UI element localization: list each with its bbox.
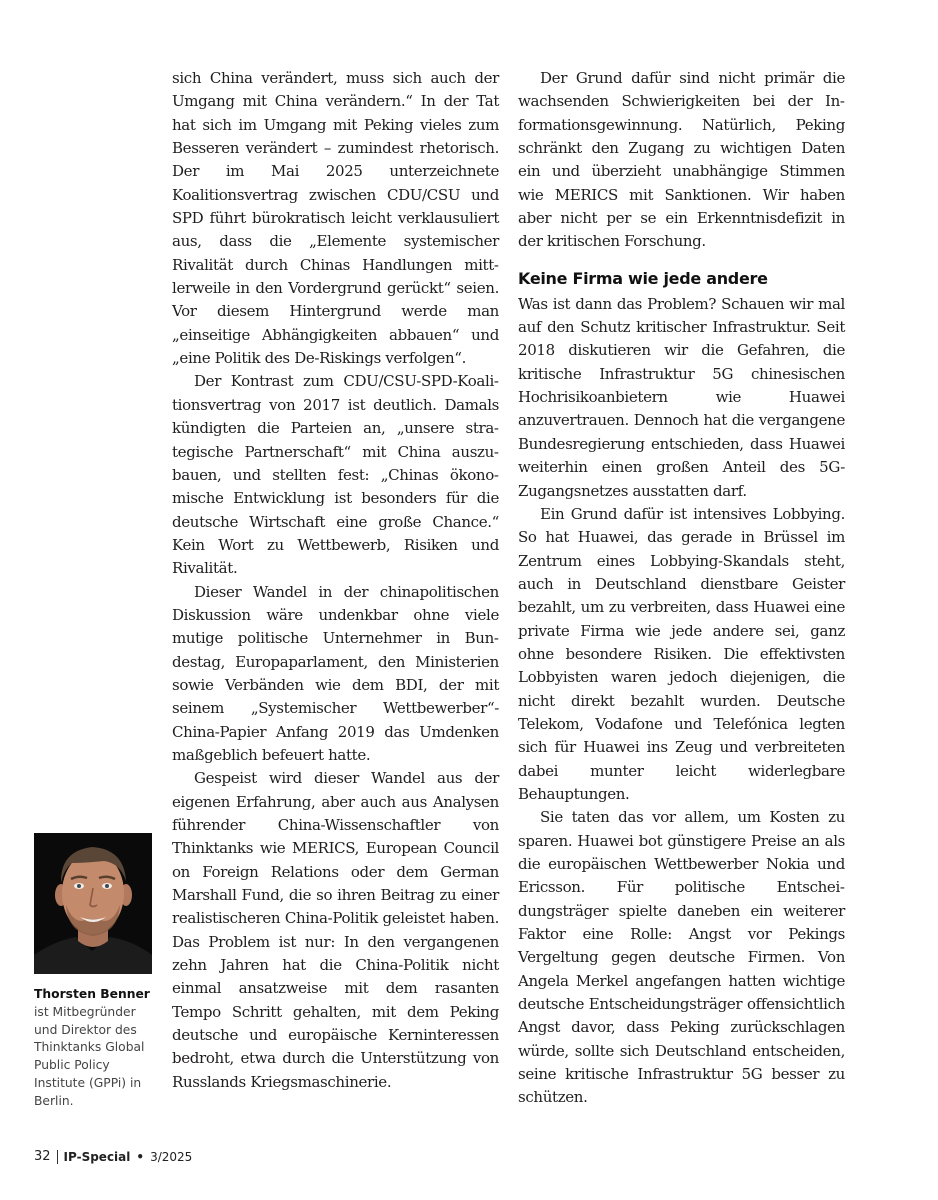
author-photo (34, 833, 152, 974)
author-name: Thorsten Benner (34, 987, 150, 1001)
paragraph: Der Grund dafür sind nicht primär die wachsenden Schwierigkeiten bei der Informationsgewinnung. Natürlich, Peking schränkt den Zugang zu wichtigen Daten ein und überzieht unabhängige Stimmen wie MERICS mit Sanktionen. Wir haben aber nicht per se ein Erkenntnisdefizit in der kritischen Forschung. (518, 69, 845, 251)
paragraph: Der Kontrast zum CDU/CSU-SPD-Koalitionsvertrag von 2017 ist deutlich. Damals kündigten die Parteien an, „unsere strategische Partnerschaft“ mit China auszubauen, und stellten fest: „Chinas ökonomische Entwicklung ist besonders für die deutsche Wirtschaft eine große Chance.“ Kein Wort zu Wettbewerb, Risiken und Rivalität. (172, 372, 499, 578)
footer-divider (57, 1150, 58, 1164)
author-bio: ist Mitbegründer und Direktor des Thinktanks Global Public Policy Institute (GPPi) in Berlin. (34, 1004, 145, 1108)
issue-number: 3/2025 (150, 1149, 193, 1164)
article-column-left (172, 67, 499, 1094)
author-caption (34, 986, 159, 1111)
paragraph: Was ist dann das Problem? Schauen wir mal auf den Schutz kritischer Infrastruktur. Seit 2018 diskutieren wir die Gefahren, die kritische Infrastruktur 5G chinesischen Hochrisikoanbietern wie Huawei anzuvertrauen. Dennoch hat die vergangene Bundesregierung entschieden, dass Huawei weiterhin einen großen Anteil des 5G-Zugangsnetzes ausstatten darf. (518, 294, 845, 500)
paragraph: Sie taten das vor allem, um Kosten zu sparen. Huawei bot günstigere Preise an als die europäischen Wettbewerber Nokia und Ericsson. Für politische Entscheidungsträger spielte daneben ein weiterer Faktor eine Rolle: Angst vor Pekings Vergeltung gegen deutsche Firmen. Von Angela Merkel angefangen hatten wichtige deutsche Entscheidungsträger offensichtlich Angst davor, dass Peking zurückschlagen würde, sollte sich Deutschland entscheiden, seine kritische Infrastruktur 5G besser zu schützen. (518, 808, 845, 1107)
article-column-right (518, 67, 845, 1110)
paragraph: Ein Grund dafür ist intensives Lobbying. So hat Huawei, das gerade in Brüssel im Zentrum eines Lobbying-Skandals steht, auch in Deutschland dienstbare Geister bezahlt, um zu verbreiten, dass Huawei eine private Firma wie jede andere sei, ganz ohne besondere Risiken. Die effektivsten Lobbyisten waren jedoch diejenigen, die nicht direkt bezahlt wurden. Deutsche Telekom, Vodafone und Telefónica legten sich für Huawei ins Zeug und verbreiteten dabei munter leicht widerlegbare Behauptungen. (518, 504, 845, 803)
paragraph: Dieser Wandel in der chinapolitischen Diskussion wäre undenkbar ohne viele mutige politische Unternehmer in Bundestag, Europaparlament, den Ministerien sowie Verbänden wie dem BDI, der mit seinem „Systemischer Wettbewerber“-China-Papier Anfang 2019 das Umdenken maßgeblich befeuert hatte. (172, 582, 499, 764)
magazine-name: IP-Special (63, 1149, 131, 1164)
paragraph: sich China verändert, muss sich auch der Umgang mit China verändern.“ In der Tat hat sich im Umgang mit Peking vieles zum Besseren verändert – zumindest rhetorisch. Der im Mai 2025 unterzeichnete Koalitionsvertrag zwischen CDU/CSU und SPD führt bürokratisch leicht verklausuliert aus, dass die „Elemente systemischer Rivalität durch Chinas Handlungen mittlerweile in den Vordergrund gerückt“ seien. Vor diesem Hintergrund werde man „einseitige Abhängigkeiten abbauen“ und „eine Politik des De-Riskings verfolgen“. (172, 69, 499, 368)
page-footer (34, 1149, 192, 1164)
section-subheading: Keine Firma wie jede andere (518, 268, 768, 288)
paragraph: Gespeist wird dieser Wandel aus der eigenen Erfahrung, aber auch aus Analysen führender China-Wissenschaftler von Thinktanks wie MERICS, European Council on Foreign Relations oder dem German Marshall Fund, die so ihren Beitrag zu einer realistischeren China-Politik geleistet haben. Das Problem ist nur: In den vergangenen zehn Jahren hat die China-Politik nicht einmal ansatzweise mit dem rasanten Tempo Schritt gehalten, mit dem Peking deutsche und europäische Kerninteressen bedroht, etwa durch die Unterstützung von Russlands Kriegsmaschinerie. (172, 769, 499, 1091)
page-number: 32 (34, 1149, 51, 1164)
author-portrait-image (34, 833, 152, 974)
bullet-separator: • (136, 1149, 145, 1164)
